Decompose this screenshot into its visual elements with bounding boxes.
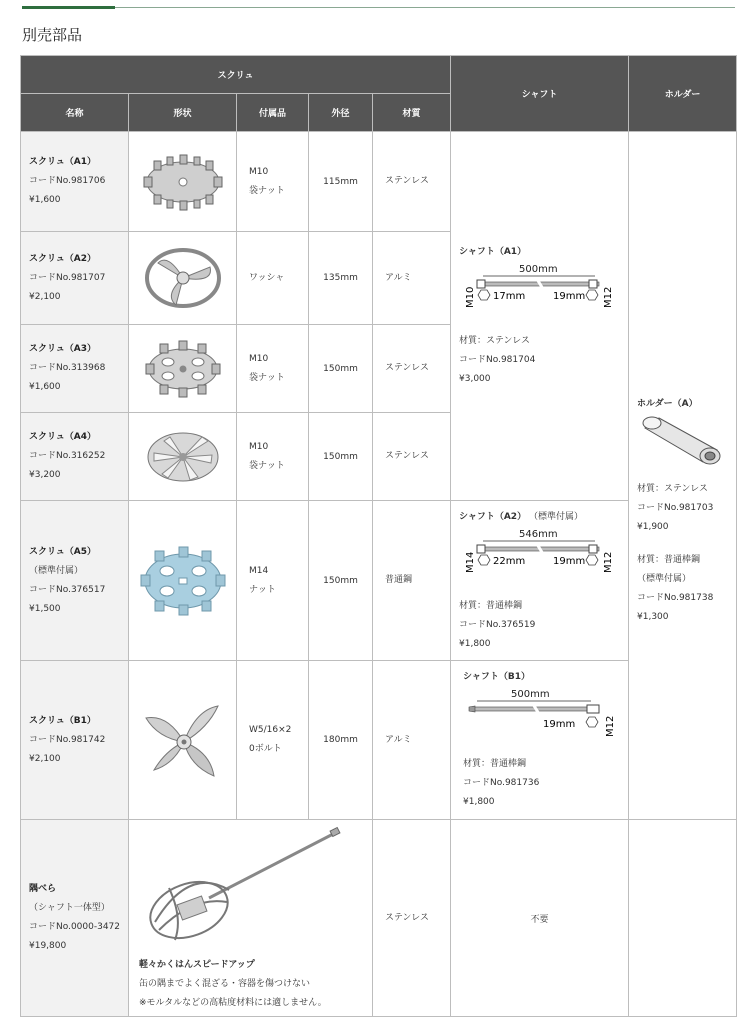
header-shape: 形状 [129,94,237,132]
page-title: 別売部品 [22,26,83,44]
name-cell [21,132,129,232]
product-name: スクリュ（A4） [29,432,96,442]
shaft-price: ¥3,000 [459,374,491,384]
product-price: ¥1,600 [29,195,61,205]
product-code: コードNo.981707 [29,272,106,283]
shaft-a2-cell [451,501,629,661]
accessory-line2: 袋ナット [249,185,285,196]
material-cell: アルミ [373,232,451,325]
header-screw: スクリュ [21,56,451,94]
shaft-price: ¥1,800 [459,638,491,649]
screw-a2-image [138,243,228,313]
shaft-left-nut-label: 22mm [493,555,526,567]
shaft-material: 材質：普通棒鋼 [463,759,527,769]
holder-material: 材質：ステンレス [637,483,708,494]
top-rule [0,0,754,8]
accessory-line2: ナット [249,584,276,595]
product-price: ¥1,600 [29,382,61,392]
holder2-price: ¥1,300 [637,611,669,622]
product-code: コードNo.0000-3472 [29,922,120,932]
shaft-left-thread-label: M14 [465,551,477,573]
shaft-length-label: 500mm [519,264,558,275]
shaft-note: （標準付属） [528,511,583,522]
accessory-line1: M10 [249,166,269,177]
screw-a3-image [138,336,228,402]
product-name: 隅べら [29,884,57,894]
shaft-right-nut-label: 19mm [553,555,586,567]
material-cell: アルミ [373,661,451,820]
header-accessory: 付属品 [237,94,309,132]
holder-empty-cell [629,820,737,1017]
diameter-cell: 135mm [309,232,373,325]
shaft-price: ¥1,800 [463,797,495,807]
shaft-a2-diagram [459,527,619,589]
accessory-line2: 0ボルト [249,744,282,754]
accessory-line2: 袋ナット [249,460,285,471]
shaft-left-thread-label: M10 [465,286,477,308]
top-rule-line [115,7,735,8]
holder2-material: 材質：普通棒鋼 [637,554,701,565]
shaft-right-thread-label: M12 [605,715,617,737]
diameter-cell: 180mm [309,661,373,820]
name-cell [21,232,129,325]
product-name: スクリュ（A3） [29,344,96,354]
holder-image [637,414,727,472]
shaft-a1-cell [451,132,629,501]
material-cell: ステンレス [373,132,451,232]
holder-code: コードNo.981703 [637,502,714,513]
shape-cell [129,232,237,325]
shaft-material: 材質：普通棒鋼 [459,600,523,611]
screw-b1-image [138,698,228,782]
shaft-b1-cell [451,661,629,820]
shaft-b1-diagram [463,687,623,747]
screw-a1-image [138,147,228,217]
shaft-left-nut-label: 17mm [493,291,526,302]
shape-cell [129,661,237,820]
shape-cell [129,132,237,232]
shaft-material: 材質：ステンレス [459,336,530,346]
holder2-note: （標準付属） [637,573,692,584]
product-price: ¥2,100 [29,291,61,302]
product-code: コードNo.981706 [29,176,106,186]
name-cell [21,820,129,1017]
product-code: コードNo.376517 [29,584,106,595]
table-row [21,820,737,1017]
product-code: コードNo.981742 [29,734,106,745]
shaft-right-nut-label: 19mm [553,291,586,302]
shaft-a1-diagram [459,262,619,324]
table-row [21,132,737,232]
accessory-line1: ワッシャ [249,272,285,283]
corner-paddle-caution: ※モルタルなどの高粘度材料には適しません。 [139,998,327,1008]
product-note: （シャフト一体型） [29,903,110,913]
diameter-cell: 150mm [309,413,373,501]
holder-title: ホルダー（A） [637,398,698,409]
product-price: ¥19,800 [29,941,67,951]
product-price: ¥2,100 [29,753,61,764]
accessory-line2: 袋ナット [249,372,285,383]
shape-cell [129,413,237,501]
shaft-cell: 不要 [451,820,629,1017]
name-cell [21,501,129,661]
shaft-title: シャフト（A2） [459,511,527,522]
name-cell [21,325,129,413]
accessory-cell [237,132,309,232]
header-diameter: 外径 [309,94,373,132]
parts-table [20,55,737,1017]
material-cell: ステンレス [373,325,451,413]
shape-cell [129,501,237,661]
accessory-cell [237,232,309,325]
header-holder: ホルダー [629,56,737,132]
screw-a5-image [135,541,231,621]
holder-price: ¥1,900 [637,521,669,532]
product-name: スクリュ（A5） [29,546,96,557]
accessory-line1: M10 [249,353,269,364]
shaft-right-nut-label: 19mm [543,719,576,730]
accessory-line1: M14 [249,565,269,576]
accessory-cell [237,325,309,413]
product-price: ¥1,500 [29,603,61,614]
material-cell: ステンレス [373,413,451,501]
shaft-length-label: 546mm [519,528,558,540]
holder2-code: コードNo.981738 [637,592,714,603]
diameter-cell: 150mm [309,325,373,413]
screw-a4-image [138,423,228,491]
material-cell: 普通鋼 [373,501,451,661]
corner-paddle-caption-bold: 軽々かくはんスピードアップ [139,960,255,970]
shaft-code: コードNo.981736 [463,778,540,788]
name-cell [21,413,129,501]
header-shaft: シャフト [451,56,629,132]
accessory-cell [237,413,309,501]
shape-cell [129,325,237,413]
diameter-cell: 150mm [309,501,373,661]
shaft-right-thread-label: M12 [603,551,615,573]
product-price: ¥3,200 [29,470,61,480]
header-name: 名称 [21,94,129,132]
product-name: スクリュ（B1） [29,715,96,726]
material-cell: ステンレス [373,820,451,1017]
diameter-cell: 115mm [309,132,373,232]
corner-paddle-image [139,826,359,948]
product-code: コードNo.313968 [29,363,106,373]
product-note: （標準付属） [29,565,84,576]
accessory-line1: W5/16×2 [249,725,292,735]
shaft-right-thread-label: M12 [603,286,615,308]
shaft-title: シャフト（B1） [463,672,530,682]
header-material: 材質 [373,94,451,132]
product-name: スクリュ（A2） [29,253,96,264]
corner-paddle-cell [129,820,373,1017]
corner-paddle-caption: 缶の隅までよく混ざる・容器を傷つけない [139,979,311,989]
product-code: コードNo.316252 [29,451,106,461]
shaft-title: シャフト（A1） [459,247,527,257]
product-name: スクリュ（A1） [29,157,96,167]
shaft-code: コードNo.376519 [459,619,536,630]
name-cell [21,661,129,820]
accessory-cell [237,501,309,661]
top-rule-accent [22,6,115,9]
shaft-length-label: 500mm [511,689,550,700]
shaft-code: コードNo.981704 [459,355,536,365]
accessory-line1: M10 [249,441,269,452]
holder-cell [629,132,737,820]
accessory-cell [237,661,309,820]
